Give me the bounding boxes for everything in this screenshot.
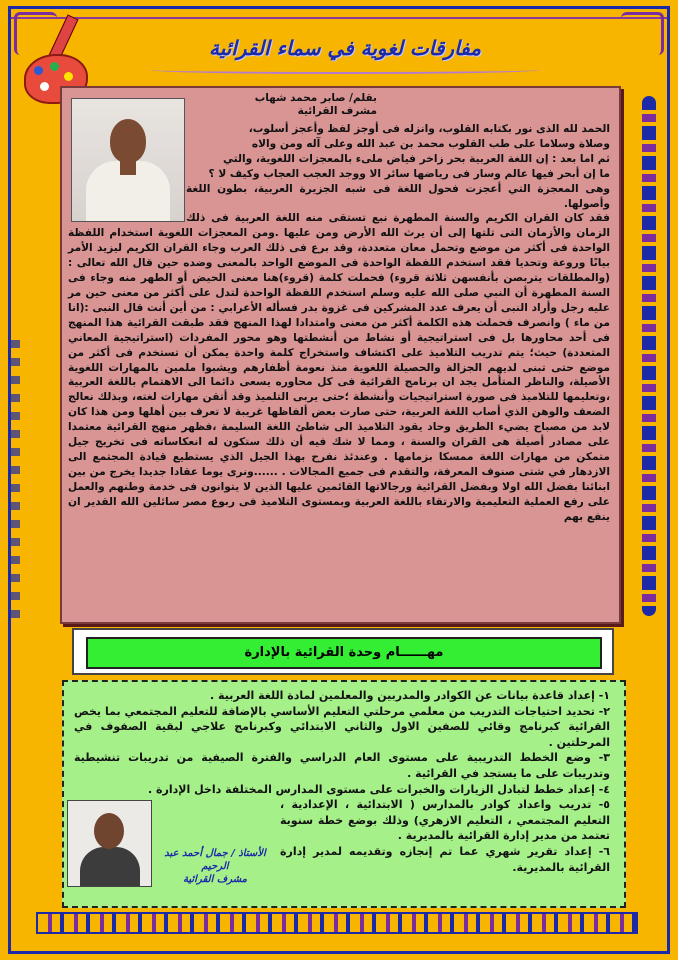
task-item: ٦- إعداد تقرير شهري عما تم إنجازه وتقديمه لمدير إدارة القرائية بالمديرية. bbox=[280, 844, 610, 874]
title-underline bbox=[150, 66, 540, 74]
tasks-list bbox=[74, 688, 610, 885]
supervisor-name: الأستاذ / جمال أحمد عبد الرحيم bbox=[164, 848, 266, 872]
article-box bbox=[60, 86, 621, 624]
right-border bbox=[661, 6, 670, 954]
article-paragraph: ثم اما بعد : إن اللغة العربية بحر زاخر فياض ملىء بالمعجزات اللغوية، والتي bbox=[222, 152, 610, 165]
article-byline bbox=[187, 92, 377, 118]
supervisor-photo bbox=[67, 800, 152, 887]
supervisor-role: مشرف القرائية bbox=[183, 874, 247, 885]
task-item: ٢- تحديد احتياجات التدريب من معلمي مرحلتي التعليم الأساسي بالإضافة للتعليم المجتمعي بما يخص القرائية كبرنامج وقائي للصفين الاول والثاني الابتدائي وكبرنامج علاجي لبقية الصفوف في المرحلتين . bbox=[74, 704, 610, 749]
supervisor-caption bbox=[156, 847, 274, 886]
page-title: مفارقات لغوية في سماء القرائية bbox=[208, 36, 481, 60]
decorative-bottom-band bbox=[36, 912, 638, 934]
author-role: مشرف القرائية bbox=[297, 105, 377, 117]
article-paragraph: فقد كان القران الكريم والسنة المطهرة نبع تستقى منه اللغة العربية فى ذلك الزمان والأزمان التى تلتها إلى أن يرث الله الأرض ومن عليها .ومن المعجزات اللغوية استخدام اللفظة الواحدة فى أكثر من موضع وتحمل معان متعددة، وقد برع فى ذلك العرب وجاء القران الكريم ليزيد الأمر بيانًا وروعة وتحديا فقد استخدم اللفظة الواحدة فى الموضع الواحد بالمعنى وضده حين قال الله تعالى : (والمطلقات يتربصن بأنفسهن ثلاثة قروء) فحملت كلمة (قروء)هنا معنى الحيض أو الطهر منه وجاء فى السنة المطهرة أن النبي صلى الله عليه وسلم استخدم اللفظة الواحدة لتدل على أكثر من معنى حين مر عليه رجل وأراد النبى أن يعرف عدد المشركين فى غزوة بدر فسأله الأعرابي : من أين أنت قال النبى :(انا من ماء ) وانصرف فحملت هذه الكلمة أكثر من معنى وامتدادا لهذا المنهج فقد طبقت القرائية هذا المنهج فى أحد محاورها بل فى استراتيجية أو نشاط من أنشطتها وهو محور المفردات (استراتيجية المعاني المتعددة) حيث؛ يتم تدريب التلاميذ على اكتشاف واستخراج كلمة واحدة يمكن أن تستخدم فى أكثر من موضع حتى تبنى لديهم الجزالة والحصيلة اللغوية منذ نعومة أظفارهم ويشبوا ملمين بالمهارات اللغوية الأصيلة، والناظر المتأمل يجد ان برنامج القرائية فى كل محاوره يسعى دائما الى الاهتمام باللغة العربية ،وتعليمها للتلاميذ فى صورة استراتيجيات وأنشطة ؛حتى يربى التلميذ وقد أتقن مهارات لغته، وبذلك نعالج الضعف والوهن الذي أصاب اللغة العربية، حتى صارت بعض ألفاظها غريبة لا تعرف بين أهلها ومن هذا كان لابد من مصباح يضيء الطريق وحاد يقود التلاميذ الى شاطئ اللغة السليمة ،فظهر منهج القرائية معتمدا على مصادر أصيلة هى القران والسنة ، ومما لا شك فيه أن ذلك ستكون له انعكاساته فى تخريج جيل متمكن من مهارات اللغة ممسكا بزمامها . وعندئذ نفرح بهذا الجيل الذي يستطيع قيادة المجتمع الى الازدهار في شتى صنوف المعرفة، والتقدم فى جميع المجالات . ......ونرى يوما عقادا جديدا يخرج من بين ابنائنا بفضل الله اولا وبفضل القرائية ورجالاتها القائمين عليها الذين لا يتوانون فى خدمة وطنهم والعمل على رفع العملية التعليمية والارتقاء باللغة العربية وبمستوى التلاميذ فى ربوع مصر سائلين الله القدير ان ينفع بهم bbox=[68, 212, 610, 523]
corner-ornament-right bbox=[621, 12, 664, 55]
article-paragraph: وصلاة وسلاما على طب القلوب محمد بن عبد الله وعلى آله ومن والاه bbox=[251, 137, 610, 150]
article-paragraph: الحمد لله الذى نور بكتابه القلوب، وانزله فى أوجز لفظ وأعجز أسلوب، bbox=[248, 123, 610, 135]
task-item: ٥- تدريب واعداد كوادر بالمدارس ( الابتدائية ، الإعدادية ، التعليم المجتمعي ، التعليم الازهري) وذلك بوضع خطة سنوية تعتمد من مدير إدارة القرائية بالمديرية . bbox=[280, 798, 610, 843]
tasks-header: مهــــــام وحدة القرائية بالإدارة bbox=[86, 637, 602, 669]
article-paragraph: ما إن أبحر فيها عالم وسار فى رياضها سائر الا ووجد العجب العجاب وكيف لا ؟ bbox=[208, 167, 610, 180]
bottom-border bbox=[8, 947, 670, 954]
top-border bbox=[8, 6, 670, 19]
article-body bbox=[68, 122, 610, 616]
page-title-container bbox=[130, 28, 560, 68]
tasks-header-box bbox=[72, 628, 614, 675]
decorative-vine-right bbox=[642, 96, 656, 616]
task-item: ٣- وضع الخطط التدريبية على مستوى العام الدراسي والفترة الصيفية من تدريبات تنشيطية وتدريبات على ما يستجد في القرائية . bbox=[74, 751, 610, 780]
task-item: ٤- إعداد خطط لتبادل الزيارات والخبرات على مستوى المدارس المختلفة داخل الإدارة . bbox=[148, 782, 610, 796]
author-name: بقلم/ صابر محمد شهاب bbox=[254, 92, 377, 104]
tasks-list-box bbox=[62, 680, 626, 908]
decorative-vine-left bbox=[10, 340, 20, 620]
task-item: ١- إعداد قاعدة بيانات عن الكوادر والمدربين والمعلمين لمادة اللغة العربية . bbox=[210, 689, 610, 702]
article-paragraph: وهى المعجزة التي أعجزت فحول اللغة فى شبه الجزيرة العربية، بطون اللغة وأصولها. bbox=[186, 182, 610, 210]
